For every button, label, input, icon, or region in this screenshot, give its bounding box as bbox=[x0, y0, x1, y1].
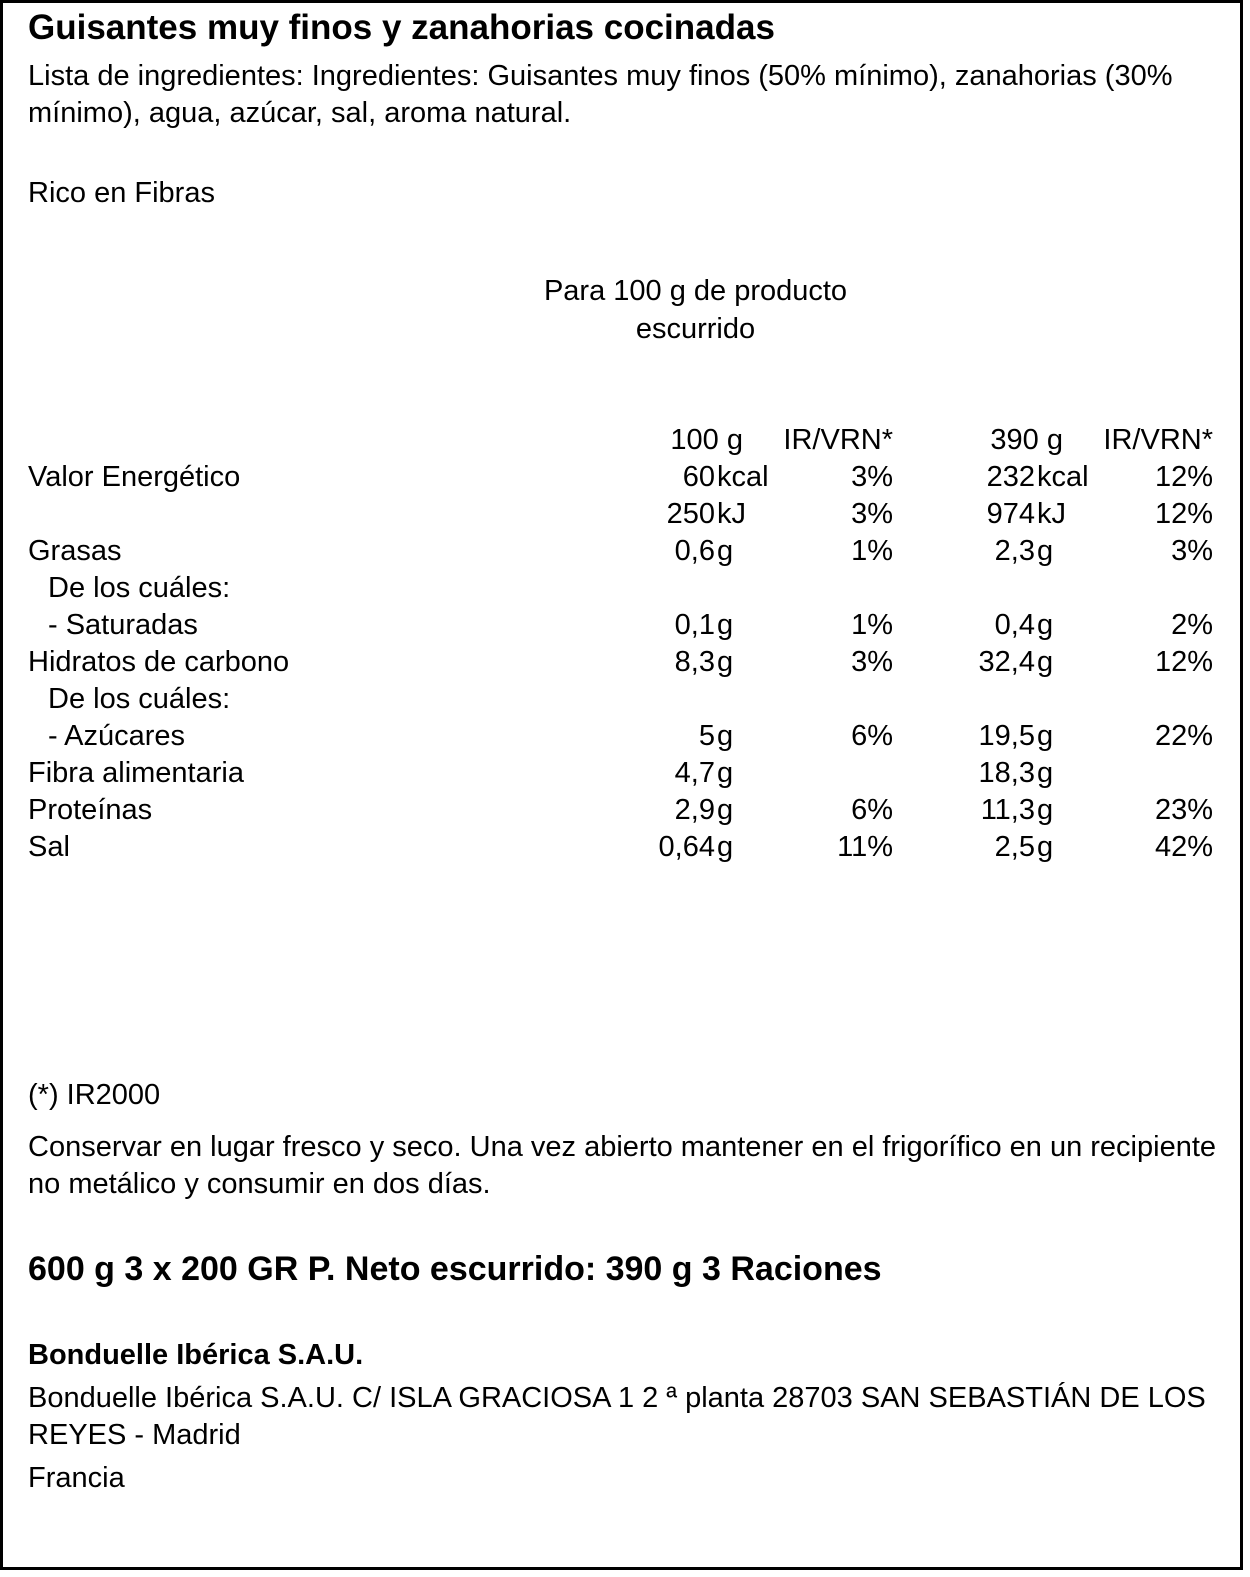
unit-390g: g bbox=[1037, 757, 1054, 789]
product-title: Guisantes muy finos y zanahorias cocinadas bbox=[28, 8, 775, 47]
unit-100g: g bbox=[717, 831, 734, 863]
value-100g: 4,7 bbox=[674, 757, 715, 789]
ir-390g: 2% bbox=[1171, 609, 1213, 641]
nutrient-label: De los cuáles: bbox=[48, 572, 231, 604]
ir-100g: 3% bbox=[851, 646, 893, 678]
table-caption-line2: escurrido bbox=[635, 313, 756, 345]
value-390g: 11,3 bbox=[980, 794, 1035, 826]
ir-390g: 23% bbox=[1154, 794, 1213, 826]
unit-390g: g bbox=[1037, 794, 1054, 826]
ingredients-list: Lista de ingredientes: Ingredientes: Guisantes muy finos (50% mínimo), zanahorias (30% mínimo), agua, azúcar, sal, aroma natural. bbox=[28, 60, 1173, 129]
ir-100g: 1% bbox=[851, 535, 893, 567]
value-100g: 60 bbox=[682, 461, 715, 493]
column-header-ir-390g: IR/VRN* bbox=[1103, 424, 1213, 456]
value-390g: 19,5 bbox=[978, 720, 1035, 752]
ir-390g: 42% bbox=[1154, 831, 1213, 863]
unit-100g: g bbox=[717, 794, 734, 826]
unit-100g: kcal bbox=[717, 461, 769, 493]
storage-instructions: Conservar en lugar fresco y seco. Una vez abierto mantener en el frigorífico en un recipiente no metálico y consumir en dos días. bbox=[28, 1131, 1217, 1200]
company-name: Bonduelle Ibérica S.A.U. bbox=[28, 1339, 364, 1371]
ir-100g: 1% bbox=[851, 609, 893, 641]
nutrient-label: Grasas bbox=[28, 535, 122, 567]
table-caption bbox=[443, 272, 948, 348]
footnote: (*) IR2000 bbox=[28, 1079, 161, 1111]
value-390g: 32,4 bbox=[978, 646, 1035, 678]
ir-100g: 6% bbox=[851, 720, 893, 752]
nutrient-label: - Saturadas bbox=[48, 609, 198, 641]
value-390g: 0,4 bbox=[994, 609, 1035, 641]
value-100g: 250 bbox=[666, 498, 715, 530]
nutrition-claim: Rico en Fibras bbox=[28, 177, 215, 209]
unit-390g: g bbox=[1037, 831, 1054, 863]
value-100g: 5 bbox=[698, 720, 715, 752]
ir-100g: 11% bbox=[837, 831, 893, 863]
ir-100g: 3% bbox=[851, 498, 893, 530]
ir-390g: 12% bbox=[1154, 498, 1213, 530]
nutrient-label: Sal bbox=[28, 831, 70, 863]
unit-390g: g bbox=[1037, 609, 1054, 641]
unit-100g: g bbox=[717, 609, 734, 641]
net-weight: 600 g 3 x 200 GR P. Neto escurrido: 390 g 3 Raciones bbox=[28, 1250, 882, 1288]
unit-100g: kJ bbox=[717, 498, 746, 530]
unit-100g: g bbox=[717, 646, 734, 678]
value-100g: 0,64 bbox=[658, 831, 715, 863]
unit-100g: g bbox=[717, 535, 734, 567]
ir-100g: 6% bbox=[851, 794, 893, 826]
unit-100g: g bbox=[717, 757, 734, 789]
unit-390g: g bbox=[1037, 646, 1054, 678]
table-caption-line1: Para 100 g de producto bbox=[543, 275, 848, 307]
unit-390g: kcal bbox=[1037, 461, 1089, 493]
nutrient-label: Fibra alimentaria bbox=[28, 757, 244, 789]
value-390g: 2,5 bbox=[994, 831, 1035, 863]
unit-100g: g bbox=[717, 720, 734, 752]
column-header-390g: 390 g bbox=[990, 424, 1063, 456]
ir-100g: 3% bbox=[851, 461, 893, 493]
nutrient-label: De los cuáles: bbox=[48, 683, 231, 715]
ir-390g: 3% bbox=[1171, 535, 1213, 567]
value-390g: 18,3 bbox=[978, 757, 1035, 789]
nutrient-label: Proteínas bbox=[28, 794, 153, 826]
ir-390g: 22% bbox=[1154, 720, 1213, 752]
nutrient-label: - Azúcares bbox=[48, 720, 185, 752]
nutrient-label: Hidratos de carbono bbox=[28, 646, 290, 678]
country: Francia bbox=[28, 1462, 125, 1494]
unit-390g: g bbox=[1037, 720, 1054, 752]
column-header-100g: 100 g bbox=[670, 424, 743, 456]
nutrient-label: Valor Energético bbox=[28, 461, 241, 493]
company-address: Bonduelle Ibérica S.A.U. C/ ISLA GRACIOSA 1 2 ª planta 28703 SAN SEBASTIÁN DE LOS REYES - Madrid bbox=[28, 1382, 1206, 1451]
ir-390g: 12% bbox=[1154, 646, 1213, 678]
value-100g: 8,3 bbox=[674, 646, 715, 678]
value-100g: 0,6 bbox=[674, 535, 715, 567]
value-390g: 232 bbox=[986, 461, 1035, 493]
value-390g: 974 bbox=[986, 498, 1035, 530]
value-100g: 0,1 bbox=[674, 609, 715, 641]
value-100g: 2,9 bbox=[674, 794, 715, 826]
ir-390g: 12% bbox=[1154, 461, 1213, 493]
value-390g: 2,3 bbox=[994, 535, 1035, 567]
column-header-ir-100g: IR/VRN* bbox=[783, 424, 893, 456]
unit-390g: g bbox=[1037, 535, 1054, 567]
unit-390g: kJ bbox=[1037, 498, 1066, 530]
